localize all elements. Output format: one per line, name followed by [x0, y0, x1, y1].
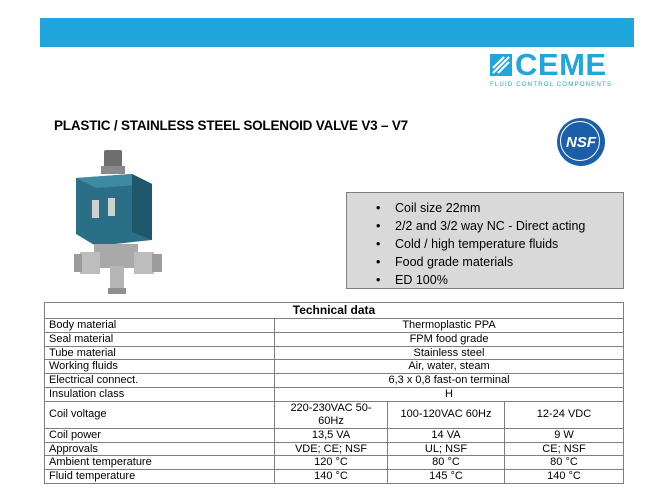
- row-label: Ambient temperature: [45, 456, 275, 470]
- row-value: 6,3 x 0,8 fast-on terminal: [275, 374, 624, 388]
- table-row: [45, 346, 624, 360]
- table-row: [45, 387, 624, 401]
- row-value: 145 °C: [388, 470, 505, 484]
- row-value: 80 °C: [505, 456, 624, 470]
- table-row: [45, 319, 624, 333]
- table-heading: Technical data: [45, 303, 624, 319]
- row-value: 80 °C: [388, 456, 505, 470]
- row-label: Tube material: [45, 346, 275, 360]
- row-label: Fluid temperature: [45, 470, 275, 484]
- row-label: Approvals: [45, 442, 275, 456]
- feature-item: • Cold / high temperature fluids: [395, 235, 623, 253]
- nsf-label: NSF: [566, 133, 596, 151]
- feature-item: • Coil size 22mm: [395, 199, 623, 217]
- row-value: H: [275, 387, 624, 401]
- features-list: [347, 193, 623, 289]
- features-box: [346, 192, 624, 289]
- ceme-logo: [490, 47, 625, 92]
- table-row: [45, 374, 624, 388]
- row-value: Stainless steel: [275, 346, 624, 360]
- row-value: CE; NSF: [505, 442, 624, 456]
- row-value: FPM food grade: [275, 332, 624, 346]
- table-row: [45, 401, 624, 428]
- table-row: [45, 470, 624, 484]
- row-value: 140 °C: [275, 470, 388, 484]
- ceme-logo-icon: [490, 54, 512, 76]
- row-label: Insulation class: [45, 387, 275, 401]
- page-title: PLASTIC / STAINLESS STEEL SOLENOID VALVE V3 – V7: [54, 118, 408, 133]
- row-value: 14 VA: [388, 428, 505, 442]
- table-row: [45, 456, 624, 470]
- feature-item: • 2/2 and 3/2 way NC - Direct acting: [395, 217, 623, 235]
- row-label: Seal material: [45, 332, 275, 346]
- solenoid-valve-illustration: [70, 148, 170, 298]
- feature-item: • ED 100%: [395, 271, 623, 289]
- row-label: Coil voltage: [45, 401, 275, 428]
- row-label: Body material: [45, 319, 275, 333]
- row-value: 140 °C: [505, 470, 624, 484]
- logo-tagline: FLUID CONTROL COMPONENTS: [490, 81, 613, 88]
- table-row: [45, 332, 624, 346]
- row-value: 13,5 VA: [275, 428, 388, 442]
- table-row: [45, 428, 624, 442]
- row-value: 120 °C: [275, 456, 388, 470]
- row-value: 9 W: [505, 428, 624, 442]
- row-label: Electrical connect.: [45, 374, 275, 388]
- nsf-badge: [557, 118, 605, 166]
- table-row: [45, 360, 624, 374]
- feature-item: • Food grade materials: [395, 253, 623, 271]
- row-value: 220-230VAC 50-60Hz: [275, 401, 388, 428]
- header-bar: [40, 18, 634, 47]
- technical-data-table: [44, 302, 624, 484]
- row-label: Coil power: [45, 428, 275, 442]
- row-value: Thermoplastic PPA: [275, 319, 624, 333]
- row-value: 100-120VAC 60Hz: [388, 401, 505, 428]
- row-value: 12-24 VDC: [505, 401, 624, 428]
- row-value: Air, water, steam: [275, 360, 624, 374]
- logo-brand: CEME: [515, 47, 607, 82]
- table-heading-row: [45, 303, 624, 319]
- row-label: Working fluids: [45, 360, 275, 374]
- row-value: UL; NSF: [388, 442, 505, 456]
- row-value: VDE; CE; NSF: [275, 442, 388, 456]
- table-row: [45, 442, 624, 456]
